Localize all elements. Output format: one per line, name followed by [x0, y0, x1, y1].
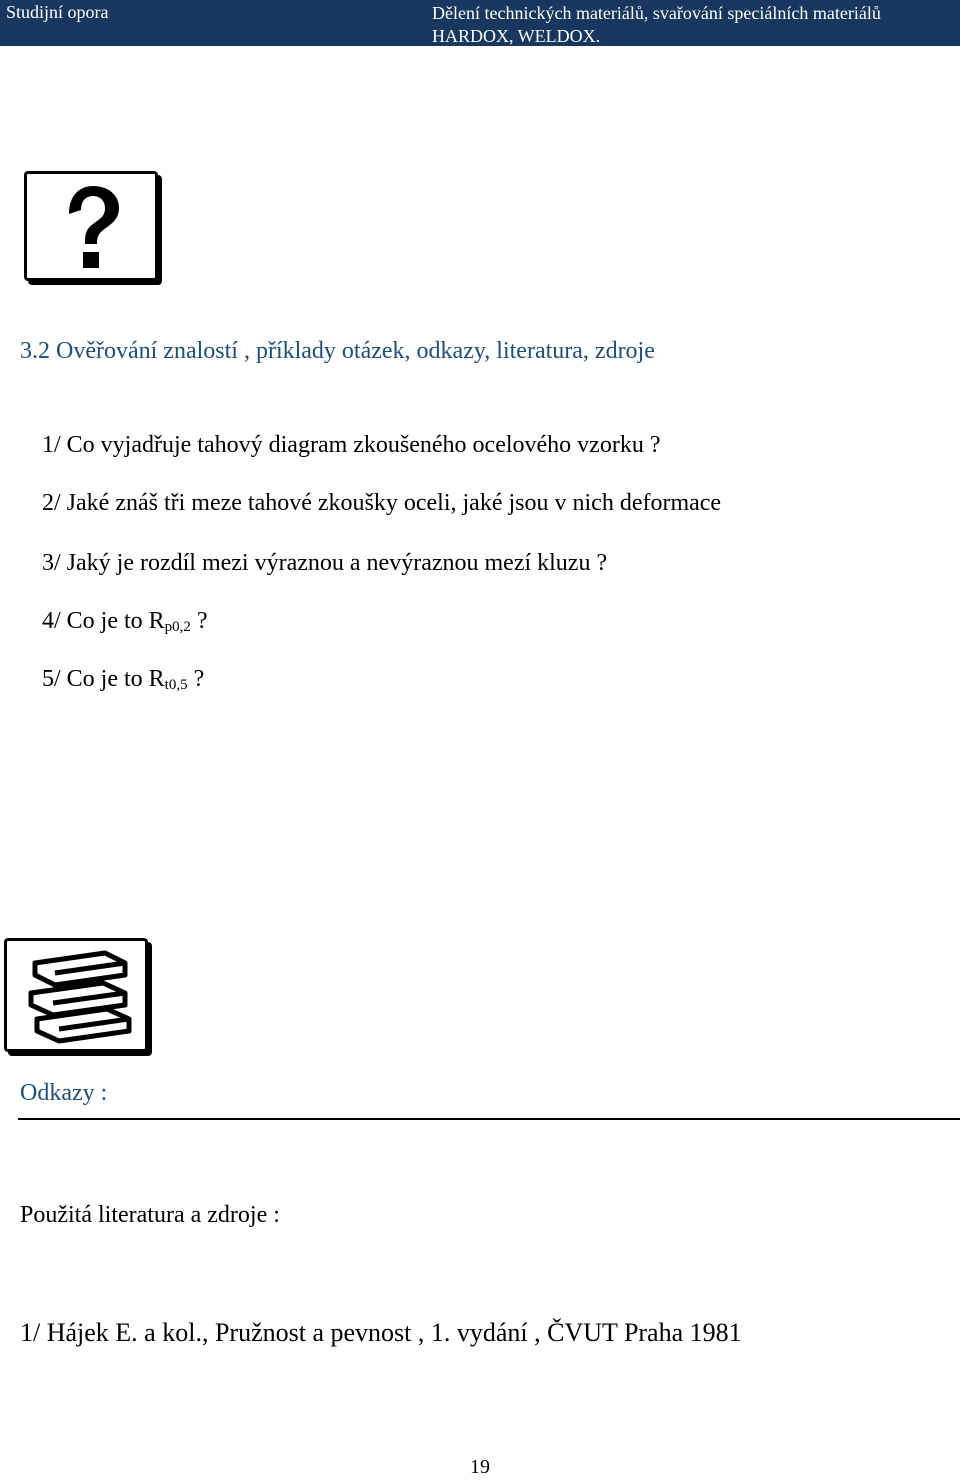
page-header — [0, 0, 960, 46]
literature-heading: Použitá literatura a zdroje : — [20, 1202, 280, 1228]
question-3: 3/ Jaký je rozdíl mezi výraznou a nevýraznou mezí kluzu ? — [42, 550, 608, 576]
question-4 — [42, 608, 208, 636]
question-mark-icon — [24, 171, 158, 281]
header-title-line-2: HARDOX, WELDOX. — [432, 26, 601, 46]
references-heading: Odkazy : — [20, 1080, 108, 1106]
header-course-title: Studijní opora — [6, 2, 109, 22]
literature-item: 1/ Hájek E. a kol., Pružnost a pevnost , 1. vydání , ČVUT Praha 1981 — [20, 1318, 742, 1347]
header-document-title — [432, 2, 952, 48]
header-title-line-1: Dělení technických materiálů, svařování speciálních materiálů — [432, 3, 881, 23]
question-4-end: ? — [190, 608, 208, 634]
question-5 — [42, 666, 204, 694]
question-2: 2/ Jaké znáš tři meze tahové zkoušky oceli, jaké jsou v nich deformace — [42, 490, 722, 516]
question-5-end: ? — [187, 666, 205, 692]
question-5-subscript: t0,5 — [164, 677, 188, 693]
question-1: 1/ Co vyjadřuje tahový diagram zkoušeného ocelového vzorku ? — [42, 432, 661, 458]
section-title: 3.2 Ověřování znalostí , příklady otázek, odkazy, literatura, zdroje — [20, 338, 655, 364]
books-stack-icon — [4, 938, 148, 1052]
question-4-text: 4/ Co je to R — [42, 608, 165, 634]
question-5-text: 5/ Co je to R — [42, 666, 165, 692]
page-number: 19 — [470, 1456, 490, 1478]
question-4-subscript: p0,2 — [164, 619, 191, 635]
references-divider — [18, 1118, 960, 1120]
